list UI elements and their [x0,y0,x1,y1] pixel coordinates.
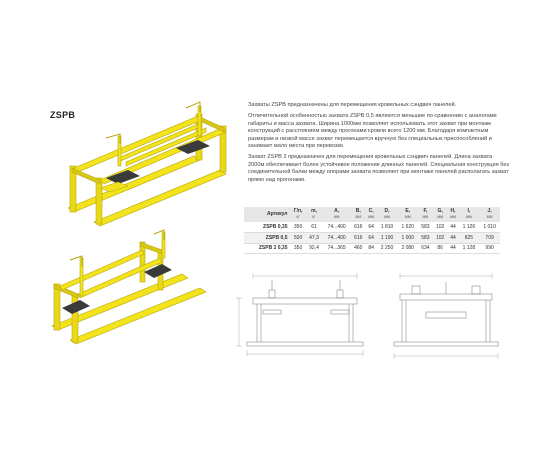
column-header: C, мм [366,207,377,222]
table-row [244,222,500,233]
table-cell: 1 010 [479,222,500,233]
column-header: H, мм [447,207,458,222]
column-header: A, мм [322,207,351,222]
column-header: m, кг [306,207,323,222]
description-text [248,102,510,188]
technical-drawing-front-view [386,268,506,362]
column-header: B, мм [351,207,366,222]
table-cell: 350 [290,243,305,254]
table-cell: 634 [418,243,433,254]
column-header: E, мм [397,207,418,222]
table-cell: 1 126 [459,222,480,233]
table-cell: 825 [459,233,480,244]
table-cell: 583 [418,222,433,233]
table-cell: 616 [351,233,366,244]
table-cell: 2 250 [377,243,398,254]
column-header: J, мм [479,207,500,222]
table-cell: 1 620 [397,222,418,233]
table-cell: 92,4 [306,243,323,254]
table-cell: 583 [418,233,433,244]
table-cell: 460 [351,243,366,254]
table-cell: ZSPB 0,5 [244,233,290,244]
specifications-table [244,207,500,254]
table-cell: 616 [351,222,366,233]
table-cell: 990 [479,243,500,254]
description-paragraph-1: Захваты ZSPB предназначены для перемещения кровельных сэндвич панелей. [248,102,457,108]
product-illustration-zspb [48,96,246,232]
table-cell: 2 080 [397,243,418,254]
table-cell: 1 000 [397,233,418,244]
table-cell: 1 190 [377,233,398,244]
description-paragraph-3: Захват ZSPB 2 предназначен для перемещения кровельных сэндвич панелей. Длина захвата 2000м обеспечивает более устойчивое положение длинных панелей. Специальная конструкция без соединительной балки между опорами захвата позволяет при монтаже панелей располагать захват прямо над прогонами. [248,154,509,183]
table-cell: 500 [290,233,305,244]
table-cell: 1 810 [377,222,398,233]
column-header: G, мм [433,207,448,222]
table-cell: 61 [306,222,323,233]
table-cell: 74...365 [322,243,351,254]
column-header: I, мм [459,207,480,222]
table-cell: 102 [433,233,448,244]
table-cell: 47,3 [306,233,323,244]
column-header: F, мм [418,207,433,222]
table-cell: ZSPB 0,35 [244,222,290,233]
table-row [244,243,500,254]
column-header: D, мм [377,207,398,222]
technical-drawing-side-view [233,270,381,360]
table-header-row [244,207,500,222]
table-cell: 84 [366,243,377,254]
table-cell: 74...400 [322,233,351,244]
model-title: ZSPB [50,110,76,120]
column-header: Г/п, кг [290,207,305,222]
table-row [244,233,500,244]
table-cell: 44 [447,243,458,254]
product-illustration-zspb-2 [40,228,210,348]
table-cell: 102 [433,222,448,233]
table-cell: 350 [290,222,305,233]
table-cell: 86 [433,243,448,254]
table-cell: 44 [447,222,458,233]
table-cell: 44 [447,233,458,244]
column-header: Артикул [244,207,290,222]
table-cell: 64 [366,233,377,244]
description-paragraph-2: Отличительной особенностью захвата ZSPB 0,5 являются меньшие по сравнению с аналогами габариты и масса захвата. Ширина 1000мм позволяет использовать этот захват при монтаже конструкций с расстоянием между прогонами кровли всего 1200 мм. Благодаря компактным размерам и низкой массе захват перемещается вручную без специальных приспособлений и занимает мало места при перевозке. [248,113,497,150]
table-cell: 1 128 [459,243,480,254]
table-cell: 64 [366,222,377,233]
table-cell: ZSPB 2 0,35 [244,243,290,254]
table-cell: 74...400 [322,222,351,233]
table-cell: 709 [479,233,500,244]
